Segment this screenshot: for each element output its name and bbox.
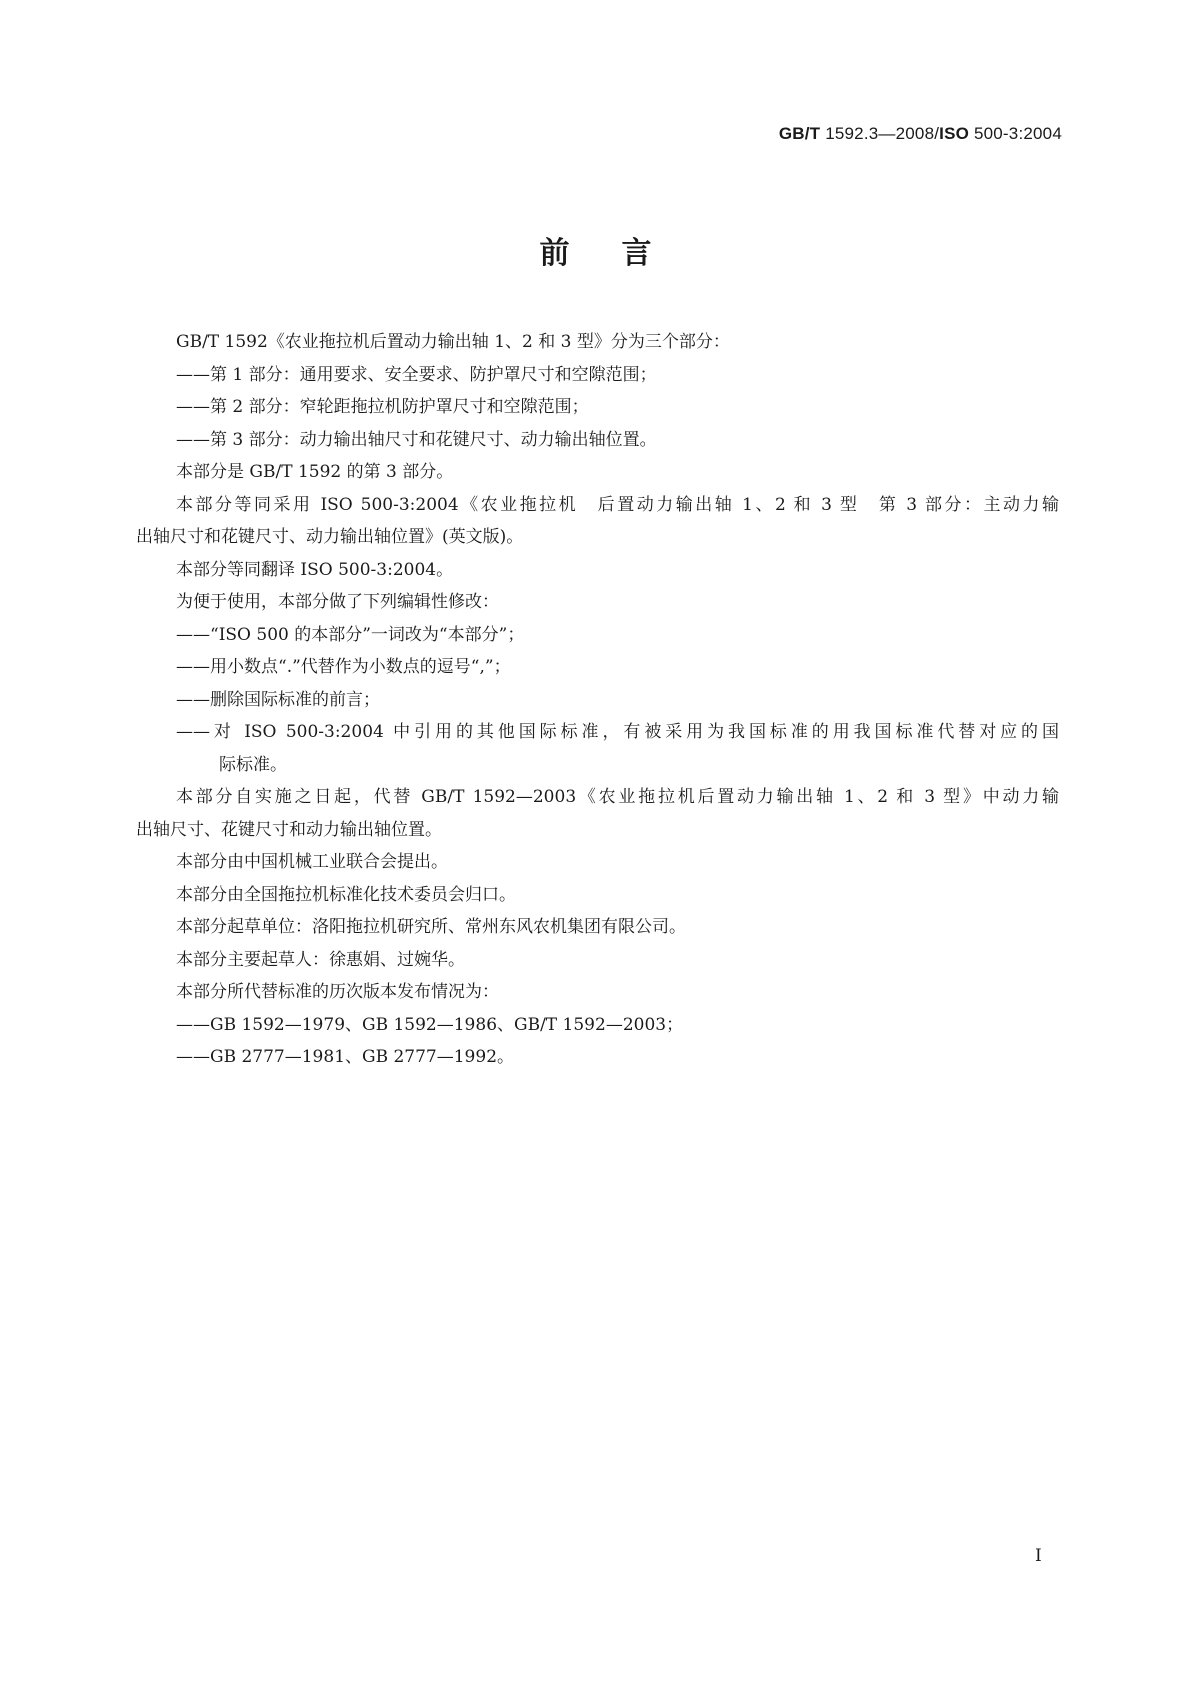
list-item-history2: ——GB 2777—1981、GB 2777—1992。 (176, 1047, 515, 1067)
list-item-edit4-line2: 际标准。 (219, 754, 287, 775)
paragraph-drafters: 本部分主要起草人：徐惠娟、过婉华。 (176, 949, 465, 970)
list-item-edit4-line1: ——对 ISO 500-3:2004 中引用的其他国际标准，有被采用为我国标准的用我国标准代替对应的国 (176, 722, 1059, 742)
paragraph-translation: 本部分等同翻译 ISO 500-3:2004。 (176, 559, 454, 580)
header-std-number: 1592.3—2008/ (820, 124, 940, 143)
list-item-part1: ——第 1 部分：通用要求、安全要求、防护罩尺寸和空隙范围； (176, 364, 657, 385)
list-item-history1: ——GB 1592—1979、GB 1592—1986、GB/T 1592—2003； (176, 1014, 684, 1035)
paragraph-adoption-line1: 本部分等同采用 ISO 500-3:2004《农业拖拉机 后置动力输出轴 1、2 和 3 型 第 3 部分：主动力输 (176, 494, 1059, 515)
paragraph-drafting-units: 本部分起草单位：洛阳拖拉机研究所、常州东风农机集团有限公司。 (176, 917, 686, 937)
list-item-edit3: ——删除国际标准的前言； (176, 689, 380, 710)
page-number: I (1035, 1546, 1042, 1566)
paragraph-proposed-by: 本部分由中国机械工业联合会提出。 (176, 852, 448, 872)
header-iso-number: 500-3:2004 (969, 124, 1062, 143)
paragraph-centralized-by: 本部分由全国拖拉机标准化技术委员会归口。 (176, 884, 516, 905)
paragraph-history-intro: 本部分所代替标准的历次版本发布情况为： (176, 982, 499, 1002)
paragraph-replaces-line2: 出轴尺寸、花键尺寸和动力输出轴位置。 (136, 819, 442, 840)
list-item-part2: ——第 2 部分：窄轮距拖拉机防护罩尺寸和空隙范围； (176, 397, 589, 417)
list-item-edit1: ——“ISO 500 的本部分”一词改为“本部分”； (176, 624, 525, 645)
paragraph-part-statement: 本部分是 GB/T 1592 的第 3 部分。 (176, 462, 454, 482)
header-iso-prefix: ISO (939, 124, 970, 143)
header-std-prefix: GB/T (778, 124, 821, 143)
list-item-edit2: ——用小数点“.”代替作为小数点的逗号“,”； (176, 657, 511, 677)
paragraph-adoption-line2: 出轴尺寸和花键尺寸、动力输出轴位置》(英文版)。 (136, 527, 524, 547)
foreword-body (136, 326, 1059, 1074)
paragraph-edits-intro: 为便于使用，本部分做了下列编辑性修改： (176, 592, 499, 612)
page-title: 前言 (539, 236, 704, 271)
list-item-part3: ——第 3 部分：动力输出轴尺寸和花键尺寸、动力输出轴位置。 (176, 429, 657, 450)
document-header (779, 124, 1062, 144)
intro-line: GB/T 1592《农业拖拉机后置动力输出轴 1、2 和 3 型》分为三个部分： (176, 332, 730, 352)
paragraph-replaces-line1: 本部分自实施之日起，代替 GB/T 1592—2003《农业拖拉机后置动力输出轴 1、2 和 3 型》中动力输 (176, 787, 1059, 807)
